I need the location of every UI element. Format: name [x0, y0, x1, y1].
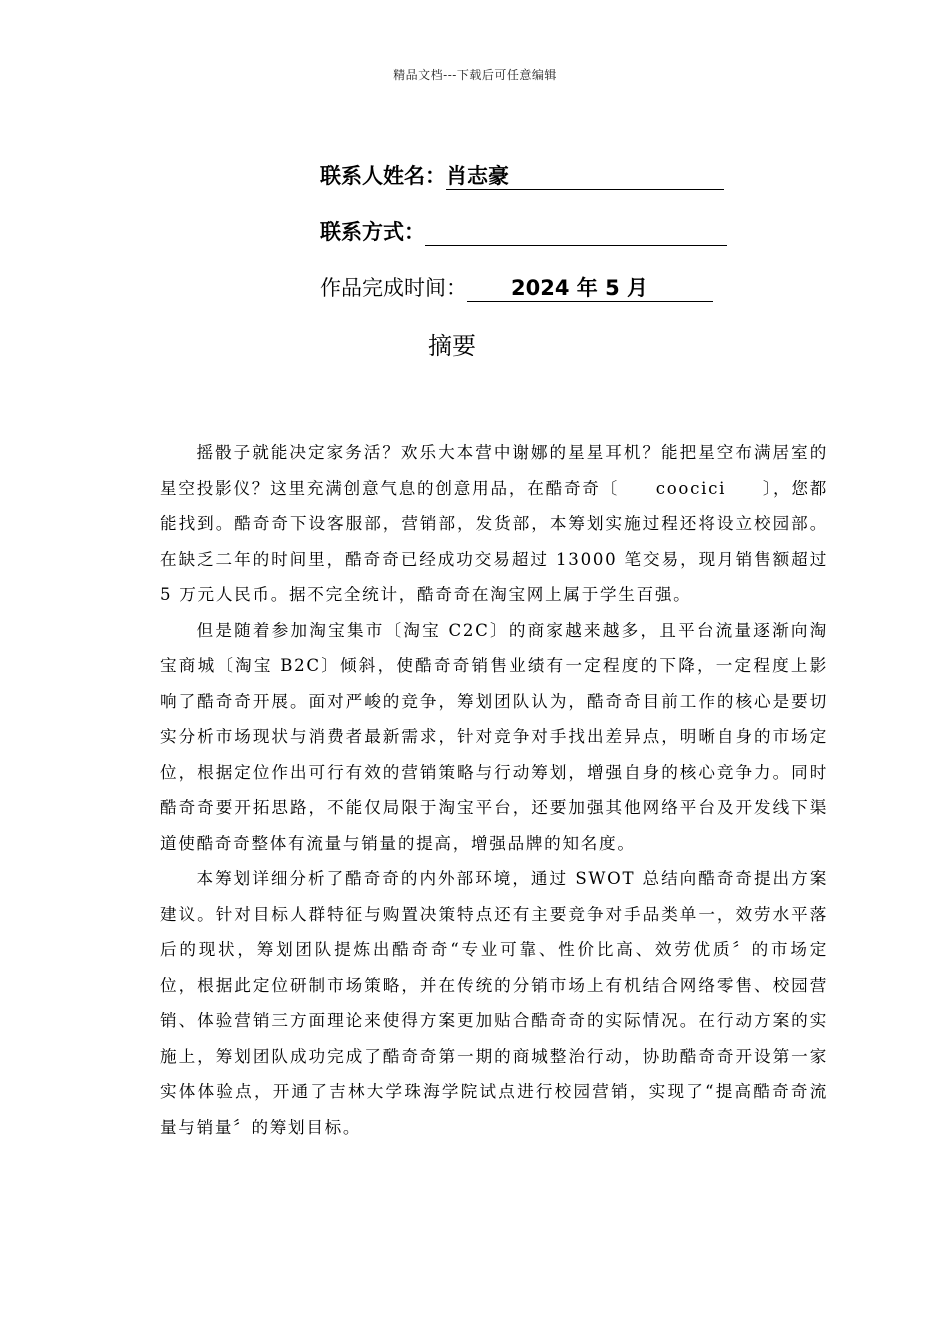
abstract-paragraph: 本筹划详细分析了酷奇奇的内外部环境，通过 SWOT 总结向酷奇奇提出方案建议。针对目标人群特征与购置决策特点还有主要竞争对手品类单一，效劳水平落后的现状，筹划团队提炼出酷奇奇“专业可靠、性价比高、效劳优质〞的市场定位，根据此定位研制市场策略，并在传统的分销市场上有机结合网络零售、校园营销、体验营销三方面理论来使得方案更加贴合酷奇奇的实际情况。在行动方案的实施上，筹划团队成功完成了酷奇奇第一期的商城整治行动，协助酷奇奇开设第一家实体体验点，开通了吉林大学珠海学院试点进行校园营销，实现了“提高酷奇奇流量与销量〞的筹划目标。 [160, 869, 828, 1137]
completion-date-label: 作品完成时间： [320, 276, 467, 300]
abstract-paragraph: 但是随着参加淘宝集市〔淘宝 C2C〕的商家越来越多，且平台流量逐渐向淘宝商城〔淘宝 B2C〕倾斜，使酷奇奇销售业绩有一定程度的下降，一定程度上影响了酷奇奇开展。面对严峻的竞争，筹划团队认为，酷奇奇目前工作的核心是要切实分析市场现状与消费者最新需求，针对竞争对手找出差异点，明晰自身的市场定位，根据定位作出可行有效的营销策略与行动筹划，增强自身的核心竞争力。同时酷奇奇要开拓思路，不能仅局限于淘宝平台，还要加强其他网络平台及开发线下渠道使酷奇奇整体有流量与销量的提高，增强品牌的知名度。 [160, 620, 828, 853]
contact-name-value: 肖志豪 [446, 163, 724, 190]
abstract-body [160, 435, 828, 1145]
completion-date-value: 2024 年 5 月 [511, 276, 648, 300]
contact-method-label: 联系方式： [320, 220, 425, 244]
contact-method-value [425, 219, 727, 246]
abstract-title: 摘要 [428, 332, 476, 360]
contact-method-row [320, 216, 727, 246]
abstract-paragraph: 摇骰子就能决定家务活？欢乐大本营中谢娜的星星耳机？能把星空布满居室的星空投影仪？这里充满创意气息的创意用品，在酷奇奇〔 coocici 〕，您都能找到。酷奇奇下设客服部，营销部，发货部，本筹划实施过程还将设立校园部。在缺乏二年的时间里，酷奇奇已经成功交易超过 13000 笔交易，现月销售额超过 5 万元人民币。据不完全统计，酷奇奇在淘宝网上属于学生百强。 [160, 443, 828, 604]
contact-name-row [320, 160, 724, 190]
page-header: 精品文档---下载后可任意编辑 [393, 68, 557, 82]
contact-name-label: 联系人姓名： [320, 164, 446, 188]
completion-date-row [320, 272, 713, 302]
completion-date-field [467, 275, 713, 302]
